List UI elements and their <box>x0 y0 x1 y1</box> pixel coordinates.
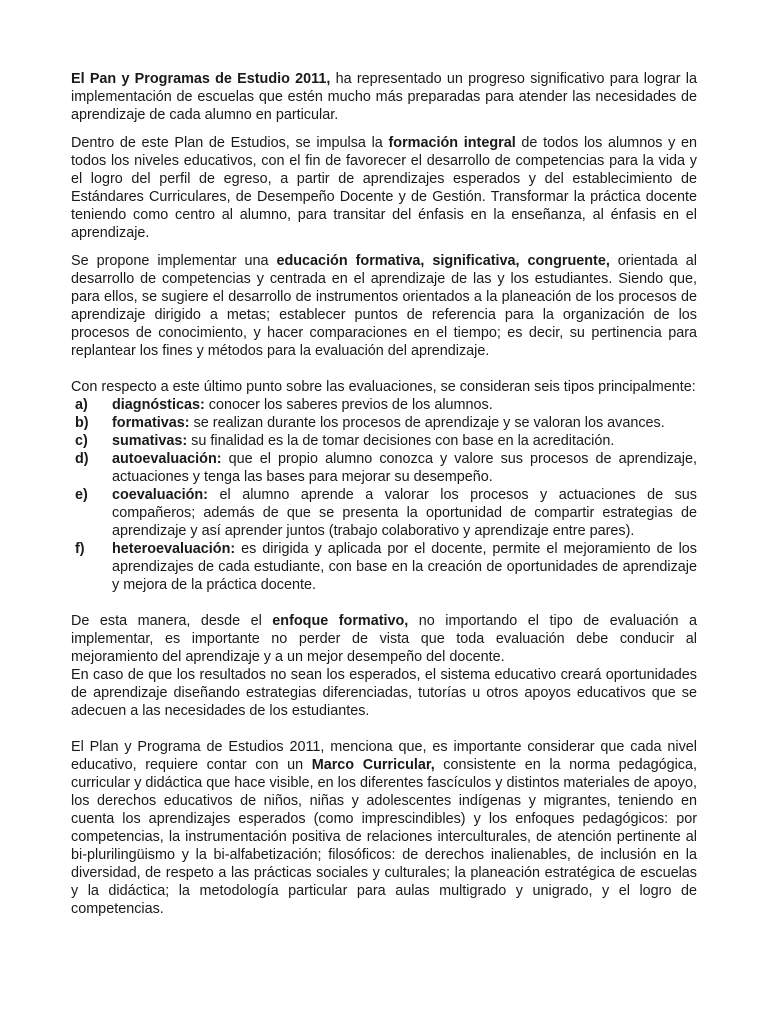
list-desc: su finalidad es la de tomar decisiones con base en la acreditación. <box>187 433 615 449</box>
list-term: coevaluación: <box>112 487 208 503</box>
list-term: sumativas: <box>112 433 188 449</box>
list-item <box>71 414 697 432</box>
list-item <box>71 450 697 486</box>
list-term: autoevaluación: <box>112 451 222 467</box>
educacion-formativa-bold: educación formativa, significativa, congruente, <box>276 253 610 269</box>
paragraph-text: orientada al desarrollo de competencias y centrada en el aprendizaje de las y los estudiantes. Siendo que, para ellos, se sugiere el desarrollo de instrumentos orientados a la planeación de los procesos de aprendizaje dirigido a metas; establecer puntos de referencia para la organización de los procesos de conocimiento, y hacer comparaciones en el tiempo; es decir, su pertinencia para replantear los fines y métodos para la evaluación del aprendizaje. <box>71 253 697 359</box>
enfoque-formativo-bold: enfoque formativo, <box>272 613 409 629</box>
paragraph-marco-curricular <box>71 738 697 918</box>
plan-title-bold: El Pan y Programas de Estudio 2011, <box>71 71 331 87</box>
list-desc: el alumno aprende a valorar los procesos y actuaciones de sus compañeros; además de que se presenta la oportunidad de compartir estrategias de aprendizaje y así aprender juntos (trabajo colaborativo y aprendizaje entre pares). <box>112 487 697 539</box>
list-marker: e) <box>75 487 88 503</box>
list-item <box>71 540 697 594</box>
formacion-integral-bold: formación integral <box>388 135 516 151</box>
list-item <box>71 396 697 414</box>
paragraph-text: ha representado un progreso significativo para lograr la implementación de escuelas que estén mucho más preparadas para atender las necesidades de aprendizaje de cada alumno en particular. <box>71 71 697 123</box>
paragraph-text: El Plan y Programa de Estudios 2011, menciona que, es importante considerar que cada nivel educativo, requiere contar con un <box>71 739 697 773</box>
list-marker: d) <box>75 451 89 467</box>
list-term: heteroevaluación: <box>112 541 236 557</box>
paragraph-text: de todos los alumnos y en todos los niveles educativos, con el fin de favorecer el desarrollo de competencias para la vida y el logro del perfil de egreso, a partir de aprendizajes esperados y del establecimiento de Estándares Curriculares, de Desempeño Docente y de Gestión. Transformar la práctica docente teniendo como centro al alumno, para transitar del énfasis en la enseñanza, al énfasis en el aprendizaje. <box>71 135 697 241</box>
paragraph-text: Se propone implementar una <box>71 253 277 269</box>
list-marker: b) <box>75 415 89 431</box>
paragraph-text: Dentro de este Plan de Estudios, se impulsa la <box>71 135 389 151</box>
paragraph-educacion-formativa <box>71 252 697 360</box>
list-desc: que el propio alumno conozca y valore sus procesos de aprendizaje, actuaciones y tenga las bases para mejorar su desempeño. <box>112 451 697 485</box>
evaluation-types-list <box>71 396 697 594</box>
paragraph-plan-intro <box>71 70 697 124</box>
list-marker: f) <box>75 541 85 557</box>
list-desc: conocer los saberes previos de los alumnos. <box>204 397 493 413</box>
paragraph-text: De esta manera, desde el <box>71 613 273 629</box>
paragraph-text: no importando el tipo de evaluación a implementar, es importante no perder de vista que toda evaluación debe conducir al mejoramiento del aprendizaje y a un mejor desempeño del docente. <box>71 613 697 665</box>
paragraph-formacion-integral <box>71 134 697 242</box>
document-page <box>71 70 697 918</box>
paragraph-tipos-evaluacion-intro: Con respecto a este último punto sobre las evaluaciones, se consideran seis tipos principalmente: <box>71 379 696 395</box>
marco-curricular-bold: Marco Curricular, <box>311 757 435 773</box>
list-term: diagnósticas: <box>112 397 205 413</box>
list-desc: se realizan durante los procesos de aprendizaje y se valoran los avances. <box>189 415 665 431</box>
list-marker: a) <box>75 397 88 413</box>
paragraph-text: consistente en la norma pedagógica, curricular y didáctica que hace visible, en los diferentes fascículos y distintos materiales de apoyo, los derechos educativos de niños, niñas y adolescentes indígenas y migrantes, teniendo en cuenta los aprendizajes esperados (como imprescindibles) y los enfoques pedagógicos: por competencias, la instrumentación positiva de relaciones interculturales, de atención pertinente al bi-plurilingüismo y la bi-alfabetización; filosóficos: de derechos inalienables, de inclusión en la diversidad, de respeto a las prácticas sociales y culturales; la planeación estratégica de escuelas y la didáctica; la metodología particular para aulas multigrado y unigrado, y el logro de competencias. <box>71 757 697 917</box>
list-marker: c) <box>75 433 88 449</box>
list-item <box>71 432 697 450</box>
paragraph-enfoque-formativo <box>71 612 697 666</box>
list-desc: es dirigida y aplicada por el docente, permite el mejoramiento de los aprendizajes de cada estudiante, con base en la creación de oportunidades de aprendizaje y mejora de la práctica docente. <box>112 541 697 593</box>
list-term: formativas: <box>112 415 190 431</box>
paragraph-resultados: En caso de que los resultados no sean los esperados, el sistema educativo creará oportunidades de aprendizaje diseñando estrategias diferenciadas, tutorías u otros apoyos educativos que se adecuen a las necesidades de los estudiantes. <box>71 667 697 719</box>
list-item <box>71 486 697 540</box>
